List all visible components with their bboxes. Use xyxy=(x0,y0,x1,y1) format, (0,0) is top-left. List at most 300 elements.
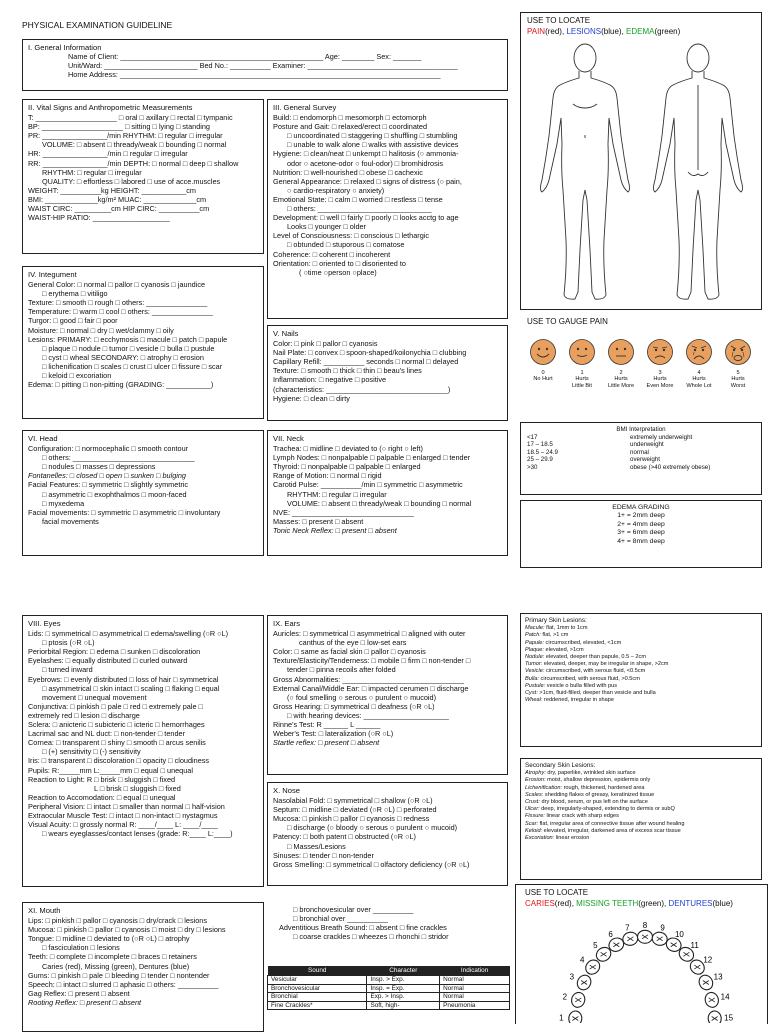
conjunctiva-line[interactable]: Conjunctiva: □ pinkish □ pale □ red □ extremely pale □ xyxy=(28,701,203,711)
pain-scale xyxy=(527,338,767,418)
development-line[interactable]: Development: □ well □ fairly □ poorly □ looks acctg to age xyxy=(273,213,459,223)
cornea-line-2[interactable]: □ (+) sensitivity □ (-) sensitivity xyxy=(42,747,141,757)
moisture-line[interactable]: Moisture: □ normal □ dry □ wet/clammy □ oily xyxy=(28,325,174,335)
turgor-line[interactable]: Turgor: □ good □ fair □ poor xyxy=(28,316,118,326)
appearance-line[interactable]: General Appearance: □ relaxed □ signs of distress (○ pain, xyxy=(273,176,462,186)
table-cell: Soft, high- xyxy=(367,1001,440,1009)
eyelashes-line-2[interactable]: □ turned inward xyxy=(42,665,93,675)
waist-hip-line[interactable]: WAIST CIRC: _________cm HIP CIRC: __________cm xyxy=(28,204,210,214)
appearance-line-2[interactable]: ○ cardio-respiratory ○ anxiety) xyxy=(287,185,385,195)
facial-features-line-3[interactable]: □ myxedema xyxy=(42,498,85,508)
skin-lesion-item xyxy=(525,770,757,777)
lesion-definition: dry, paperlike, wrinkled skin surface xyxy=(545,770,636,777)
septum-line[interactable]: Septum: □ midline □ deviated (○R ○L) □ perforated xyxy=(273,805,437,815)
bmi-row xyxy=(527,434,755,442)
table-cell: Insp. > Exp. xyxy=(367,976,440,984)
skin-lesion-item xyxy=(525,821,757,828)
lesions-line-2[interactable]: □ plaque □ nodule □ tumor □ vesicle □ bulla □ pustule xyxy=(42,343,215,353)
primary-skin-title: Primary Skin Lesions: xyxy=(525,617,587,624)
lesion-term: Patch: xyxy=(525,632,541,639)
lesion-term: Bulla: xyxy=(525,675,539,682)
lesions-line-5[interactable]: □ keloid □ excoriation xyxy=(42,371,112,381)
pain-scale-title: USE TO GAUGE PAIN xyxy=(527,317,608,326)
patency-line[interactable]: Patency: □ both patent □ obstructed (○R ○L) xyxy=(273,832,416,842)
bmi-range: 25 – 29.9 xyxy=(527,456,553,464)
bmi-range: 18.5 – 24.9 xyxy=(527,448,558,456)
sclera-line[interactable]: Sclera: □ anicteric □ subicteric □ icteric □ hemorrhages xyxy=(28,720,205,730)
pain-face-number: 3 xyxy=(658,370,662,376)
tongue-line-2[interactable]: □ fasciculation □ lesions xyxy=(42,943,120,953)
pain-face-5[interactable] xyxy=(722,338,754,389)
lids-line-2[interactable]: □ ptosis (○R ○L) xyxy=(42,638,95,648)
crying-face-icon xyxy=(724,338,752,366)
neutral-face-icon xyxy=(607,338,635,366)
frowning-face-icon xyxy=(646,338,674,366)
table-cell: Pneumonia xyxy=(440,1001,510,1009)
edema-grading-table xyxy=(520,500,762,568)
section-title: V. Nails xyxy=(273,329,299,338)
bmi-muac-line[interactable]: BMI: _____________kg/m² MUAC: _____________cm xyxy=(28,194,207,204)
caries-color-label: (red), xyxy=(554,899,574,908)
pain-label: PAIN xyxy=(527,27,546,36)
integument-section xyxy=(22,266,264,419)
lesions-color-label: (blue), xyxy=(601,27,624,36)
column-header: Character xyxy=(367,966,440,976)
eyelashes-line[interactable]: Eyelashes: □ equally distributed □ curled outward xyxy=(28,656,188,666)
pain-face-number: 2 xyxy=(619,370,623,376)
nail-color-line[interactable]: Color: □ pink □ pallor □ cyanosis xyxy=(273,339,378,349)
lesion-definition: deep, irregularly-shaped, extending to dermis or subQ xyxy=(539,806,675,813)
tooth-number-label: 4 xyxy=(579,955,585,965)
secondary-skin-lesions-panel xyxy=(520,758,762,880)
bmi-category: underweight xyxy=(630,441,664,449)
section-title: IX. Ears xyxy=(273,619,301,628)
lesion-term: Cyst: xyxy=(525,690,538,697)
iris-line[interactable]: Iris: □ transparent □ discoloration □ opacity □ cloudiness xyxy=(28,756,210,766)
table-cell: Insp. = Exp. xyxy=(367,984,440,992)
lesion-term: Keloid: xyxy=(525,827,543,834)
coherence-line[interactable]: Coherence: □ coherent □ incoherent xyxy=(273,249,391,259)
configuration-line[interactable]: Configuration: □ normocephalic □ smooth contour xyxy=(28,444,189,454)
carotid-rhythm-line[interactable]: RHYTHM: □ regular □ irregular xyxy=(287,489,387,499)
lesion-term: Ulcer: xyxy=(525,806,540,813)
looks-line[interactable]: Looks □ younger □ older xyxy=(287,222,366,232)
tooth-number-label: 9 xyxy=(660,923,665,933)
gag-reflex-line[interactable]: Gag Reflex: □ present □ absent xyxy=(28,988,130,998)
accomodation-line[interactable]: Reaction to Accomodation: □ equal □ unequal xyxy=(28,792,176,802)
front-body-outline xyxy=(541,44,630,299)
table-cell: Bronchial xyxy=(268,993,367,1001)
orientation-line[interactable]: Orientation: □ oriented to □ disoriented to xyxy=(273,258,406,268)
skin-lesion-item xyxy=(525,697,757,704)
pain-face-3[interactable] xyxy=(644,338,676,389)
nve-line[interactable]: NVE: ______________________________ xyxy=(273,507,414,517)
lesion-definition: reddened, irregular in shape xyxy=(542,697,614,704)
sinuses-line[interactable]: Sinuses: □ tender □ non-tender xyxy=(273,850,374,860)
pain-face-label-2: Even More xyxy=(646,382,674,389)
bmi-title: BMI Interpretation xyxy=(616,426,666,433)
bmi-category: normal xyxy=(630,448,649,456)
temperature-skin-line[interactable]: Temperature: □ warm □ cool □ others: _______________ xyxy=(28,307,213,317)
locate-teeth-legend xyxy=(525,899,733,909)
pain-face-4[interactable] xyxy=(683,338,715,389)
lesion-term: Fissure: xyxy=(525,813,545,820)
table-row xyxy=(268,976,510,984)
lesion-definition: circumscribed, elevated, <1cm xyxy=(543,639,622,646)
lids-line[interactable]: Lids: □ symmetrical □ asymmetrical □ edema/swelling (○R ○L) xyxy=(28,629,229,639)
home-address-field[interactable]: Home Address: _______________________________________________________________________________ xyxy=(68,70,441,80)
bronchovesicular-line[interactable]: □ bronchovesicular over __________ xyxy=(293,905,414,914)
facial-features-line[interactable]: Facial Features: □ symmetric □ slightly symmetric xyxy=(28,480,189,490)
eyebrows-line-2[interactable]: □ asymmetrical □ skin intact □ scaling □ flaking □ equal xyxy=(42,683,220,693)
nail-plate-line[interactable]: Nail Plate: □ convex □ spoon-shaped/koilonychia □ clubbing xyxy=(273,348,467,358)
tooth-number-label: 5 xyxy=(593,940,598,950)
nail-texture-line[interactable]: Texture: □ smooth □ thick □ thin □ beau's lines xyxy=(273,366,422,376)
dental-arch-diagram[interactable] xyxy=(545,915,745,1023)
rr-line[interactable]: RR: ________________/min DEPTH: □ normal □ deep □ shallow xyxy=(28,158,239,168)
section-title: VII. Neck xyxy=(273,434,304,443)
section-title: VIII. Eyes xyxy=(28,619,61,628)
locate-pain-legend xyxy=(527,27,680,37)
dentures-label: DENTURES xyxy=(668,899,713,908)
pr-line[interactable]: PR: ________________/min RHYTHM: □ regular □ irregular xyxy=(28,131,223,141)
lesion-definition: elevated, deeper than papule, 0.5 – 2cm xyxy=(544,654,646,661)
startle-reflex-line[interactable]: Startle reflex: □ present □ absent xyxy=(273,738,380,748)
tooth-number-label: 7 xyxy=(625,923,630,933)
tooth-9[interactable] xyxy=(651,923,668,946)
nutrition-line[interactable]: Nutrition: □ well-nourished □ obese □ cachexic xyxy=(273,167,423,177)
skin-lesion-item xyxy=(525,647,757,654)
bmi-range: >30 xyxy=(527,463,538,471)
gross-abnormalities-line[interactable]: Gross Abnormalities: ______________________________ xyxy=(273,674,465,684)
lesion-definition: circumscribed, with serous fluid, >0.5cm xyxy=(539,675,640,682)
skin-lesion-item xyxy=(525,668,757,675)
tooth-3[interactable] xyxy=(570,973,594,993)
skin-lesion-item xyxy=(525,785,757,792)
extraocular-line[interactable]: Extraocular Muscle Test: □ intact □ non-intact □ nystagmus xyxy=(28,810,218,820)
general-color-line[interactable]: General Color: □ normal □ pallor □ cyanosis □ jaundice xyxy=(28,280,206,290)
lesion-definition: elevated, deeper, may be irregular in shape, >2cm xyxy=(542,661,669,668)
auricles-line-2[interactable]: canthus of the eye □ low-set ears xyxy=(299,638,407,648)
unit-bed-examiner-field[interactable]: Unit/Ward: _______________________ Bed No.: __________ Examiner: _____________________________________ xyxy=(68,61,458,71)
visual-acuity-line-2[interactable]: □ wears eyeglasses/contact lenses (grade: R:____ L:____) xyxy=(42,829,233,839)
bmi-row xyxy=(527,449,755,457)
lesion-definition: linear crack with sharp edges xyxy=(544,813,619,820)
rr-quality-line[interactable]: QUALITY: □ effortless □ labored □ use of acce.muscles xyxy=(42,176,221,186)
weight-height-line[interactable]: WEIGHT: __________kg HEIGHT: ___________cm xyxy=(28,185,196,195)
bp-line[interactable]: BP: ____________________ □ sitting □ lying □ standing xyxy=(28,122,210,132)
tooth-13[interactable] xyxy=(697,973,724,993)
bmi-range: <17 xyxy=(527,433,538,441)
teeth-legend-line: Caries (red), Missing (green), Dentures (blue) xyxy=(42,961,190,971)
locate-pain-title: USE TO LOCATE xyxy=(527,16,591,25)
tooth-number-label: 3 xyxy=(569,972,575,982)
edema-grade-row: 4+ = 8mm deep xyxy=(617,537,665,545)
eyes-section xyxy=(22,615,264,887)
hygiene-line-2[interactable]: odor ○ acetone-odor ○ foul-odor) □ bromhidrosis xyxy=(287,158,443,168)
pain-face-2[interactable] xyxy=(605,338,637,389)
ears-section xyxy=(267,615,508,775)
tooth-number-label: 8 xyxy=(642,921,648,931)
bmi-category: obese (>40 extremely obese) xyxy=(630,463,711,471)
carotid-volume-line[interactable]: VOLUME: □ absent □ thready/weak □ bounding □ normal xyxy=(287,498,472,508)
edema-grade-row: 2+ = 4mm deep xyxy=(617,520,665,528)
lesion-term: Excoriation: xyxy=(525,835,555,842)
nail-hygiene-line[interactable]: Hygiene: □ clean □ dirty xyxy=(273,393,350,403)
general-survey-section xyxy=(267,99,508,319)
body-outline-figure[interactable] xyxy=(528,40,756,308)
consciousness-line-2[interactable]: □ obtunded □ stuporous □ comatose xyxy=(287,240,405,250)
pain-face-label: Hurts xyxy=(731,376,745,383)
skin-lesion-item xyxy=(525,654,757,661)
capillary-refill-line[interactable]: Capillary Refill: __________ seconds □ normal □ delayed xyxy=(273,357,459,367)
pain-face-number: 4 xyxy=(697,370,701,376)
tooth-number-label: 14 xyxy=(720,992,730,1002)
facial-features-line-2[interactable]: □ asymmetric □ exophthalmos □ moon-faced xyxy=(42,489,187,499)
eyebrows-line[interactable]: Eyebrows: □ evenly distributed □ loss of hair □ symmetrical xyxy=(28,674,219,684)
pain-face-number: 1 xyxy=(580,370,584,376)
table-cell: Normal xyxy=(440,993,510,1001)
posture-line-2[interactable]: □ uncoordinated □ staggering □ shuffling □ stumbling xyxy=(287,131,458,141)
periorbital-line[interactable]: Periorbital Region: □ edema □ sunken □ discoloration xyxy=(28,647,201,657)
eyebrows-line-3[interactable]: movement □ unequal movement xyxy=(42,692,147,702)
teeth-line[interactable]: Teeth: □ complete □ incomplete □ braces □ retainers xyxy=(28,952,197,962)
temperature-line[interactable]: T: ____________________ □ oral □ axillary □ rectal □ tympanic xyxy=(28,113,233,123)
emotional-state-line[interactable]: Emotional State: □ calm □ worried □ restless □ tense xyxy=(273,194,443,204)
nasolabial-line[interactable]: Nasolabial Fold: □ symmetrical □ shallow (○R ○L) xyxy=(273,796,433,806)
secondary-skin-title: Secondary Skin Lesions: xyxy=(525,762,596,769)
tongue-line[interactable]: Tongue: □ midline □ deviated to (○R ○L) □ atrophy xyxy=(28,934,190,944)
column-header: Indication xyxy=(440,966,510,976)
lesion-term: Wheal: xyxy=(525,697,543,704)
skin-lesion-item xyxy=(525,661,757,668)
lesion-term: Lichenification: xyxy=(525,784,563,791)
skin-lesion-item xyxy=(525,632,757,639)
rr-rhythm-line[interactable]: RHYTHM: □ regular □ irregular xyxy=(42,167,142,177)
lesion-definition: dry blood, serum, or pus left on the surface xyxy=(539,799,648,806)
consciousness-line[interactable]: Level of Consciousness: □ conscious □ lethargic xyxy=(273,231,430,241)
rinne-test-line[interactable]: Rinne's Test: R ______ L ______ xyxy=(273,720,381,730)
skin-lesion-item xyxy=(525,828,757,835)
dentures-color-label: (blue) xyxy=(712,899,733,908)
lesions-line[interactable]: Lesions: PRIMARY: □ ecchymosis □ macule □ patch □ papule xyxy=(28,334,228,344)
fontanelles-line[interactable]: Fontanelles: □ closed □ open □ sunken □ bulging xyxy=(28,471,186,481)
bmi-range: 17 – 18.5 xyxy=(527,441,553,449)
missing-teeth-label: MISSING TEETH xyxy=(576,899,639,908)
lesion-definition: flat, >1 cm xyxy=(540,632,569,639)
rooting-reflex-line[interactable]: Rooting Reflex: □ present □ absent xyxy=(28,997,142,1007)
lesion-definition: shedding flakes of greasy, keratinized tissue xyxy=(543,791,655,798)
skin-lesion-item xyxy=(525,792,757,799)
oral-mucosa-line[interactable]: Mucosa: □ pinkish □ pallor □ cyanosis □ moist □ dry □ lesions xyxy=(28,925,226,935)
posture-line[interactable]: Posture and Gait: □ relaxed/erect □ coordinated xyxy=(273,122,428,132)
pain-face-number: 5 xyxy=(736,370,740,376)
mouth-section xyxy=(22,902,264,1032)
tooth-14[interactable] xyxy=(703,991,730,1009)
peripheral-vision-line[interactable]: Peripheral Vision: □ intact □ smaller than normal □ half-vision xyxy=(28,801,225,811)
nasal-mucosa-line[interactable]: Mucosa: □ pinkish □ pallor □ cyanosis □ redness xyxy=(273,814,430,824)
table-cell: Normal xyxy=(440,984,510,992)
table-row xyxy=(268,1001,510,1009)
lesion-definition: linear erosion xyxy=(554,835,590,842)
skin-lesion-item xyxy=(525,835,757,842)
gross-hearing-line[interactable]: Gross Hearing: □ symmetrical □ deafness (○R ○L) xyxy=(273,701,435,711)
section-title: VI. Head xyxy=(28,434,58,443)
gums-line[interactable]: Gums: □ pinkish □ pale □ bleeding □ tender □ nontender xyxy=(28,970,210,980)
tooth-number-label: 13 xyxy=(713,972,723,982)
lesion-term: Crust: xyxy=(525,799,540,806)
posture-line-3[interactable]: □ unable to walk alone □ walks with assistive devices xyxy=(287,140,459,150)
inflammation-line[interactable]: Inflammation: □ negative □ positive xyxy=(273,375,387,385)
cornea-line[interactable]: Cornea: □ transparent □ shiny □ smooth □ arcus senilis xyxy=(28,738,206,748)
light-reaction-line[interactable]: Reaction to Light: R □ brisk □ sluggish □ fixed xyxy=(28,774,176,784)
external-canal-line-2[interactable]: (○ foul smelling ○ serous ○ purulent ○ mucoid) xyxy=(287,692,437,702)
facial-movements-line[interactable]: Facial movements: □ symmetric □ asymmetric □ involuntary xyxy=(28,507,221,517)
bronchial-line[interactable]: □ bronchial over __________ xyxy=(293,914,388,924)
lesions-line-3[interactable]: □ cyst □ wheal SECONDARY: □ atrophy □ erosion xyxy=(42,352,204,362)
tooth-2[interactable] xyxy=(563,991,587,1009)
section-title: IV. Integument xyxy=(28,270,77,279)
tooth-number-label: 2 xyxy=(562,992,568,1002)
edema-line[interactable]: Edema: □ pitting □ non-pitting (GRADING: ___________) xyxy=(28,380,214,390)
skin-lesion-item xyxy=(525,640,757,647)
bmi-category: extremely underweight xyxy=(630,433,693,441)
tooth-number-label: 6 xyxy=(608,930,613,939)
table-cell: Normal xyxy=(440,976,510,984)
lesion-term: Tumor: xyxy=(525,661,543,668)
sad-face-icon xyxy=(685,338,713,366)
skin-lesion-item xyxy=(525,806,757,813)
table-header-row xyxy=(268,966,510,976)
lesion-definition: flat, irregular area of connective tissue after wound healing xyxy=(538,820,685,827)
pain-face-number: 0 xyxy=(541,370,545,376)
table-row xyxy=(268,993,510,1001)
general-color-line-2[interactable]: □ erythema □ vitiligo xyxy=(42,289,108,299)
table-cell: Bronchovesicular xyxy=(268,984,367,992)
thyroid-line[interactable]: Thyroid: □ nonpalpable □ palpable □ enlarged xyxy=(273,462,421,472)
tooth-8[interactable] xyxy=(638,921,653,943)
tonic-neck-reflex-line[interactable]: Tonic Neck Reflex: □ present □ absent xyxy=(273,525,397,535)
masses-lesions-line[interactable]: □ Masses/Lesions xyxy=(287,841,346,851)
nose-section xyxy=(267,782,508,886)
pain-face-label: Hurts xyxy=(614,376,628,383)
bmi-row xyxy=(527,441,755,449)
bmi-interpretation-table xyxy=(520,422,762,495)
lesion-term: Scales: xyxy=(525,791,544,798)
lacrimal-line[interactable]: Lacrimal sac and NL duct: □ non-tender □ tender xyxy=(28,729,185,739)
skin-lesion-item xyxy=(525,799,757,806)
trachea-line[interactable]: Trachea: □ midline □ deviated to (○ right ○ left) xyxy=(273,444,423,454)
tooth-15[interactable] xyxy=(708,1010,734,1023)
vital-signs-section xyxy=(22,99,264,254)
caries-label: CARIES xyxy=(525,899,555,908)
waist-hip-ratio-line[interactable]: WAIST-HIP RATIO: ___________________ xyxy=(28,213,170,223)
lesion-definition: flat, 1mm to 1cm xyxy=(544,625,588,632)
characteristics-line[interactable]: (characteristics: ______________________________) xyxy=(273,384,451,394)
configuration-line-3[interactable]: □ nodules □ masses □ depressions xyxy=(42,462,156,472)
head-section xyxy=(22,430,264,556)
emotional-others-line[interactable]: □ others: ____________________________ xyxy=(287,204,432,214)
section-title: II. Vital Signs and Anthropometric Measurements xyxy=(28,103,193,112)
masses-line[interactable]: Masses: □ present □ absent xyxy=(273,516,364,526)
breath-sounds-table xyxy=(267,966,510,1010)
lesion-term: Nodule: xyxy=(525,654,545,661)
ear-texture-line[interactable]: Texture/Elasticity/Tenderness: □ mobile □ firm □ non-tender □ xyxy=(273,656,471,666)
skin-lesion-item xyxy=(525,625,757,632)
lesion-term: Pustule: xyxy=(525,682,546,689)
auricles-line[interactable]: Auricles: □ symmetrical □ asymmetrical □ aligned with outer xyxy=(273,629,466,639)
carotid-pulse-line[interactable]: Carotid Pulse: __________/min □ symmetric □ asymmetric xyxy=(273,480,463,490)
tooth-7[interactable] xyxy=(622,923,639,946)
lesion-term: Atrophy: xyxy=(525,770,546,777)
adventitious-sound-line[interactable]: Adventitious Breath Sound: □ absent □ fine crackles xyxy=(279,923,447,933)
lesions-line-4[interactable]: □ lichenification □ scales □ crust □ ulcer □ fissure □ scar xyxy=(42,361,223,371)
page-title: PHYSICAL EXAMINATION GUIDELINE xyxy=(22,20,173,30)
lips-line[interactable]: Lips: □ pinkish □ pallor □ cyanosis □ dry/crack □ lesions xyxy=(28,916,207,926)
general-info-section xyxy=(22,39,508,91)
visual-acuity-line[interactable]: Visual Acuity: □ grossly normal R: ____/____ L: ____/____ xyxy=(28,820,218,830)
build-line[interactable]: Build: □ endomorph □ mesomorph □ ectomorph xyxy=(273,113,427,123)
gross-smelling-line[interactable]: Gross Smelling: □ symmetrical □ olfactory deficiency (○R ○L) xyxy=(273,859,470,869)
tooth-number-label: 1 xyxy=(559,1013,564,1023)
rom-line[interactable]: Range of Motion: □ normal □ rigid xyxy=(273,471,382,481)
ear-color-line[interactable]: Color: □ same as facial skin □ pallor □ cyanosis xyxy=(273,647,426,657)
orientation-line-2[interactable]: ( ○time ○person ○place) xyxy=(299,267,377,277)
adventitious-sound-line-2[interactable]: □ coarse crackles □ wheezes □ rhonchi □ stridor xyxy=(293,932,449,942)
skin-lesion-item xyxy=(525,777,757,784)
speech-line[interactable]: Speech: □ intact □ slurred □ aphasic □ others: __________ xyxy=(28,979,219,989)
hygiene-line[interactable]: Hygiene: □ clean/neat □ unkempt □ halitosis (○ ammonia- xyxy=(273,149,459,159)
facial-movements-line-2: facial movements xyxy=(42,516,99,526)
lesion-term: Scar: xyxy=(525,820,539,827)
pain-face-label-2: Whole Lot xyxy=(686,382,712,389)
name-age-sex-field[interactable]: Name of Client: __________________________________________________ Age: ________ Sex: _______ xyxy=(68,52,422,62)
lesion-term: Macule: xyxy=(525,625,545,632)
hr-line[interactable]: HR: ________________/min □ regular □ irregular xyxy=(28,149,188,159)
configuration-others-line[interactable]: □ others: ______________________________ xyxy=(42,453,195,463)
lesion-definition: circumscribed, with serous fluid, <0.5cm xyxy=(544,668,646,675)
nasal-discharge-line[interactable]: □ discharge (○ bloody ○ serous ○ purulent ○ mucoid) xyxy=(287,823,458,833)
column-header: Sound xyxy=(268,966,367,976)
tooth-number-label: 15 xyxy=(724,1013,734,1023)
section-title: XI. Mouth xyxy=(28,906,61,915)
pupils-line[interactable]: Pupils: R:_____mm L:_____mm □ equal □ unequal xyxy=(28,765,193,775)
light-reaction-line-2[interactable]: L □ brisk □ sluggish □ fixed xyxy=(94,783,181,793)
pain-face-label-2: Little Bit xyxy=(572,382,592,389)
weber-test-line[interactable]: Weber's Test: □ lateralization (○R ○L) xyxy=(273,729,394,739)
ear-texture-line-2[interactable]: tender □ pinna recoils after folded xyxy=(287,665,396,675)
pr-volume-line[interactable]: VOLUME: □ absent □ thready/weak □ bounding □ normal xyxy=(42,140,227,150)
pain-face-label: Hurts xyxy=(653,376,667,383)
edema-grade-row: 3+ = 6mm deep xyxy=(617,529,665,537)
lesion-term: Plaque: xyxy=(525,646,544,653)
lesion-definition: rough, thickened, hardened area xyxy=(562,784,645,791)
bmi-row xyxy=(527,456,755,464)
gross-hearing-line-2[interactable]: □ with hearing devices: _____________________ xyxy=(287,710,449,720)
pain-face-0[interactable] xyxy=(527,338,559,383)
conjunctiva-line-2[interactable]: extremely red □ lesion □ discharge xyxy=(28,710,140,720)
tooth-number-label: 12 xyxy=(703,955,713,965)
pain-face-label: Hurts xyxy=(692,376,706,383)
edema-grade-row: 1+ = 2mm deep xyxy=(617,512,665,520)
table-cell: Exp. > Insp. xyxy=(367,993,440,1001)
lymph-nodes-line[interactable]: Lymph Nodes: □ nonpalpable □ palpable □ enlarged □ tender xyxy=(273,453,471,463)
pain-face-1[interactable] xyxy=(566,338,598,389)
external-canal-line[interactable]: External Canal/Middle Ear: □ impacted cerumen □ discharge xyxy=(273,683,469,693)
texture-line[interactable]: Texture: □ smooth □ rough □ others: _______________ xyxy=(28,298,208,308)
tooth-1[interactable] xyxy=(559,1010,582,1023)
pain-face-label-2: Worst xyxy=(730,382,746,389)
